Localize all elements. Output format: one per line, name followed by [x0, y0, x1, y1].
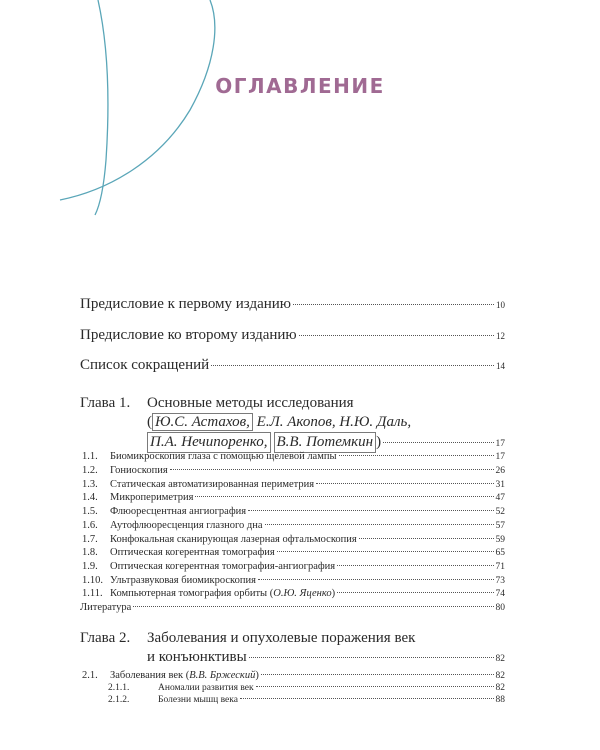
leader-dots: [240, 698, 494, 699]
leader-dots: [277, 551, 494, 552]
leader-dots: [261, 674, 494, 675]
section-label: Статическая автоматизированная периметрия: [110, 479, 315, 490]
section-page: 82: [495, 671, 505, 681]
section-label-text: Компьютерная томография орбиты (: [110, 588, 274, 599]
toc-entry-label: Список сокращений: [80, 357, 210, 373]
section-label: Оптическая когерентная томография: [110, 547, 275, 558]
chapter-number: Глава 2.: [80, 630, 131, 646]
section-number: 1.11.: [82, 588, 103, 599]
leader-dots: [265, 524, 494, 525]
authors-text: Е.Л. Акопов, Н.Ю. Даль,: [252, 414, 412, 430]
toc-section[interactable]: [80, 547, 505, 558]
section-page: 65: [495, 548, 505, 558]
toc-section[interactable]: [80, 520, 505, 531]
chapter-title-line-2-text: и конъюнктивы: [147, 649, 247, 665]
leader-dots: [337, 592, 493, 593]
leader-dots: [293, 304, 494, 305]
author-highlight: В.В. Потемкин: [274, 432, 377, 453]
decorative-arc-small: [95, 0, 108, 215]
toc-entry-preface-second[interactable]: [80, 327, 505, 344]
section-label-text: Заболевания век (: [110, 670, 190, 681]
decorative-arc-large: [60, 0, 215, 200]
section-page: 31: [495, 480, 505, 490]
author-highlight: П.А. Нечипоренко,: [147, 432, 271, 453]
toc-section[interactable]: [80, 465, 505, 476]
toc-entry-label: Предисловие ко второму изданию: [80, 327, 297, 343]
chapter-1-heading[interactable]: [80, 394, 505, 452]
paren-close: ): [376, 434, 382, 450]
section-page: 52: [495, 507, 505, 517]
section-number: 1.10.: [82, 575, 103, 586]
toc-section[interactable]: [80, 451, 505, 462]
leader-dots: [339, 455, 494, 456]
subsection-label: Аномалии развития век: [158, 683, 254, 693]
section-label: Гониоскопия: [110, 465, 168, 476]
chapter-title-line-1: Заболевания и опухолевые поражения век: [147, 630, 416, 646]
leader-dots: [170, 469, 494, 470]
toc-entry-preface-first[interactable]: [80, 296, 505, 313]
section-label: Аутофлюоресценция глазного дна: [110, 520, 263, 531]
chapter-number: Глава 1.: [80, 395, 131, 411]
section-label: [110, 670, 259, 681]
toc-section[interactable]: [80, 575, 505, 586]
section-number: 1.3.: [82, 479, 98, 490]
section-number: 1.5.: [82, 506, 98, 517]
subsection-page: 88: [495, 695, 505, 705]
page-title: ОГЛАВЛЕНИЕ: [215, 74, 385, 98]
section-page: 59: [495, 535, 505, 545]
section-page: 47: [495, 493, 505, 503]
leader-dots: [258, 579, 494, 580]
section-number: 1.7.: [82, 534, 98, 545]
section-page: 57: [495, 521, 505, 531]
section-label: Конфокальная сканирующая лазерная офтальмоскопия: [110, 534, 357, 545]
section-page: 73: [495, 576, 505, 586]
chapter-title-block: [147, 394, 505, 454]
section-number: 1.8.: [82, 547, 98, 558]
section-number: 1.2.: [82, 465, 98, 476]
section-label: Ультразвуковая биомикроскопия: [110, 575, 256, 586]
leader-dots: [195, 496, 493, 497]
section-label: Флюоресцентная ангиография: [110, 506, 247, 517]
section-label: Биомикроскопия глаза с помощью щелевой лампы: [110, 451, 337, 462]
subsection-number: 2.1.2.: [108, 695, 130, 705]
leader-dots: [249, 657, 494, 658]
toc-entry-label: Предисловие к первому изданию: [80, 296, 292, 312]
subsection-label: Болезни мышц века: [158, 695, 238, 705]
section-number: 1.4.: [82, 492, 98, 503]
leader-dots: [359, 538, 494, 539]
toc-entry-page: 10: [496, 300, 505, 310]
toc-entry-page: 17: [495, 439, 505, 449]
chapter-title-line-2: [147, 648, 505, 669]
section-label: [110, 588, 335, 599]
section-number: 1.1.: [82, 451, 98, 462]
section-page: 71: [495, 562, 505, 572]
toc-entry-literature[interactable]: [80, 602, 505, 613]
section-label: Оптическая когерентная томография-ангиография: [110, 561, 336, 572]
toc-section[interactable]: [80, 670, 505, 681]
leader-dots: [316, 483, 493, 484]
toc-entry-page: 14: [496, 361, 505, 371]
toc-section[interactable]: [80, 534, 505, 545]
chapter-authors-line-1: [147, 413, 505, 432]
leader-dots: [211, 365, 494, 366]
subsection-number: 2.1.1.: [108, 683, 130, 693]
literature-page: 80: [495, 603, 505, 613]
section-label-tail: ): [331, 588, 336, 599]
section-number: 2.1.: [82, 670, 98, 681]
toc-section[interactable]: [80, 561, 505, 572]
leader-dots: [256, 686, 494, 687]
section-author: В.В. Бржеский: [189, 670, 256, 681]
author-highlight: Ю.С. Астахов,: [152, 413, 253, 431]
toc-section[interactable]: [80, 588, 505, 599]
toc-section[interactable]: [80, 492, 505, 503]
toc-entry-abbreviations[interactable]: [80, 357, 505, 374]
toc-subsection[interactable]: [80, 695, 505, 705]
leader-dots: [299, 335, 494, 336]
leader-dots: [133, 606, 493, 607]
section-page: 17: [495, 452, 505, 462]
toc-subsection[interactable]: [80, 683, 505, 693]
section-label-tail: ): [255, 670, 259, 681]
section-number: 1.6.: [82, 520, 98, 531]
section-page: 26: [495, 466, 505, 476]
section-page: 74: [495, 589, 505, 599]
toc-section[interactable]: [80, 479, 505, 490]
section-author: О.Ю. Яценко: [273, 588, 332, 599]
chapter-2-heading[interactable]: [80, 629, 505, 667]
literature-label: Литература: [80, 602, 132, 613]
leader-dots: [383, 442, 493, 443]
section-label: Микропериметрия: [110, 492, 194, 503]
toc-section[interactable]: [80, 506, 505, 517]
leader-dots: [248, 510, 493, 511]
leader-dots: [337, 565, 493, 566]
chapter-title-block: [147, 629, 505, 669]
paren-open: (: [147, 414, 152, 430]
chapter-title: Основные методы исследования: [147, 395, 354, 411]
subsection-page: 82: [495, 683, 505, 693]
section-number: 1.9.: [82, 561, 98, 572]
toc-entry-page: 12: [496, 331, 505, 341]
toc-entry-page: 82: [495, 654, 505, 664]
